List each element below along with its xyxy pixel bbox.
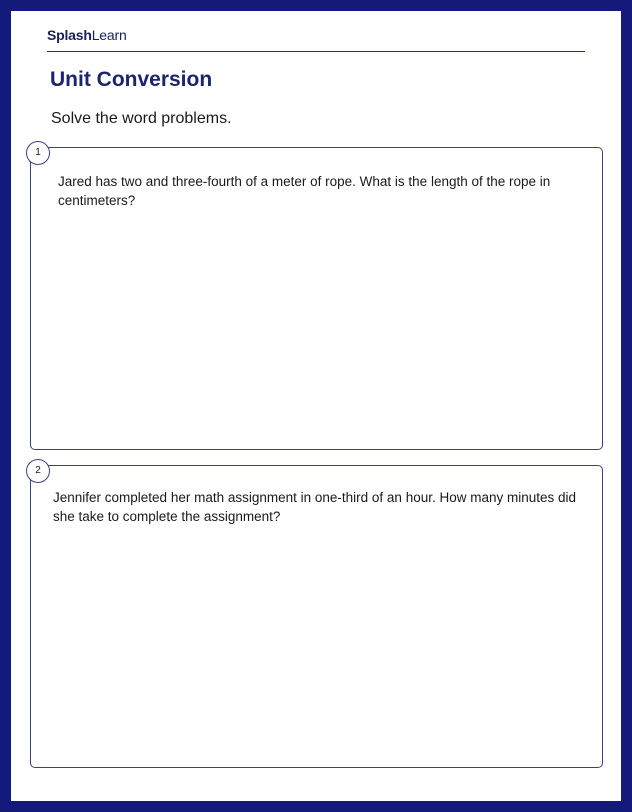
question-text-1: Jared has two and three-fourth of a meter of rope. What is the length of the rope in centimeters? <box>58 174 551 208</box>
splashlearn-logo <box>47 27 127 43</box>
question-box-2 <box>30 465 603 768</box>
page-title: Unit Conversion <box>50 68 213 91</box>
header-divider <box>47 51 585 52</box>
logo-text-bold: Splash <box>47 27 92 43</box>
instructions: Solve the word problems. <box>51 110 232 127</box>
worksheet-page <box>11 11 621 801</box>
question-text-2: Jennifer completed her math assignment in one-third of an hour. How many minutes did she take to complete the assignment? <box>53 490 577 524</box>
question-number-badge-2: 2 <box>26 459 50 483</box>
logo-text-regular: Learn <box>91 27 127 43</box>
question-number-badge-1: 1 <box>26 141 50 165</box>
question-box-1 <box>30 147 603 450</box>
